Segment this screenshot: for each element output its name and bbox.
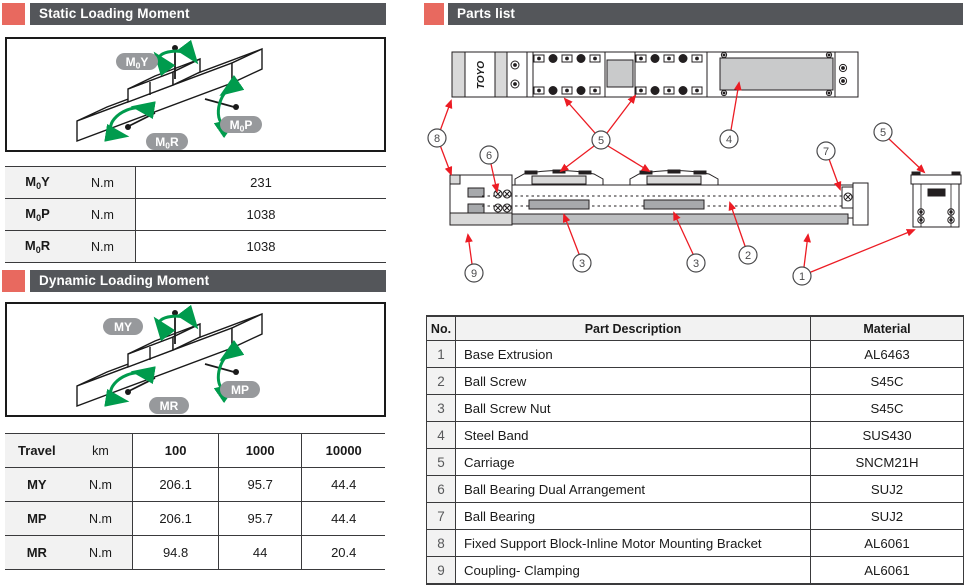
- row-label: $M_0P$: [25, 206, 50, 223]
- toyo-logo: TOYO: [476, 60, 487, 90]
- part-description: Ball Bearing: [455, 503, 810, 529]
- table-row: [427, 529, 963, 556]
- column-header-no: No.: [427, 317, 455, 340]
- column-header-description: Part Description: [455, 317, 810, 340]
- part-number: 9: [427, 557, 455, 583]
- callout-9: 9: [470, 268, 478, 280]
- row-label: MP: [27, 511, 47, 526]
- dynamic-section-title: Dynamic Loading Moment: [39, 273, 210, 288]
- part-number: 3: [427, 395, 455, 421]
- row-label: MY: [27, 477, 47, 492]
- part-description: Steel Band: [455, 422, 810, 448]
- cell-value: 44: [218, 536, 302, 569]
- dynamic-moment-diagram-svg: [7, 304, 384, 415]
- part-material: SUJ2: [810, 476, 963, 502]
- callout-2: 2: [744, 250, 752, 262]
- dynamic-label-my: MY: [114, 320, 132, 334]
- cell-value: 95.7: [218, 502, 302, 535]
- static-section-title: Static Loading Moment: [39, 6, 190, 21]
- callout-1: 1: [798, 271, 806, 283]
- accent-square: [424, 3, 444, 25]
- row-unit: N.m: [91, 207, 114, 222]
- table-row: [427, 475, 963, 502]
- row-label: MR: [26, 545, 47, 560]
- actuator-side-view: [450, 170, 868, 225]
- row-unit: N.m: [91, 175, 114, 190]
- table-row: [427, 421, 963, 448]
- parts-section-header: [448, 3, 963, 25]
- static-label-m0y: $M_0Y$: [125, 55, 149, 71]
- table-row: [427, 394, 963, 421]
- part-material: SUS430: [810, 422, 963, 448]
- header-unit: km: [92, 443, 109, 458]
- callout-4: 4: [725, 134, 733, 146]
- column-header-material: Material: [810, 317, 963, 340]
- part-number: 4: [427, 422, 455, 448]
- cell-value: 94.8: [132, 536, 218, 569]
- row-label: $M_0R$: [24, 238, 51, 255]
- row-value: 231: [135, 167, 386, 198]
- row-value: 1038: [135, 231, 386, 262]
- row-unit: N.m: [89, 511, 112, 526]
- part-description: Ball Screw: [455, 368, 810, 394]
- pitch-axis-dot: [233, 104, 239, 110]
- static-label-m0r: $M_0R$: [155, 135, 179, 150]
- actuator-top-view: [452, 52, 858, 97]
- cell-value: 206.1: [132, 502, 218, 535]
- part-material: S45C: [810, 395, 963, 421]
- parts-section-title: Parts list: [457, 6, 516, 21]
- dynamic-section-header: [30, 270, 386, 292]
- table-row: [5, 166, 386, 198]
- roll-axis-dot: [125, 124, 131, 130]
- callout-5: 5: [597, 135, 605, 147]
- part-description: Coupling- Clamping: [455, 557, 810, 583]
- cell-value: 20.4: [301, 536, 385, 569]
- table-row: [427, 448, 963, 475]
- dynamic-moment-diagram: [5, 302, 386, 417]
- roll-axis-dot: [125, 389, 131, 395]
- dynamic-label-mp: MP: [231, 383, 249, 397]
- row-unit: N.m: [89, 477, 112, 492]
- actuator-end-view: [911, 172, 961, 227]
- part-number: 5: [427, 449, 455, 475]
- table-row: [5, 535, 385, 569]
- part-number: 1: [427, 341, 455, 367]
- column-header: 1000: [218, 434, 302, 467]
- table-row: [5, 501, 385, 535]
- table-row: [427, 367, 963, 394]
- part-description: Fixed Support Block-Inline Motor Mounting Bracket: [455, 530, 810, 556]
- dynamic-label-mr: MR: [159, 399, 179, 413]
- part-material: SUJ2: [810, 503, 963, 529]
- static-moment-table: [5, 166, 386, 263]
- column-header: 10000: [301, 434, 385, 467]
- callout-3a: 3: [578, 258, 586, 270]
- accent-square: [2, 3, 25, 25]
- part-number: 7: [427, 503, 455, 529]
- part-description: Base Extrusion: [455, 341, 810, 367]
- cell-value: 44.4: [301, 502, 385, 535]
- static-section-header: [30, 3, 386, 25]
- table-row: [427, 502, 963, 529]
- pitch-axis-dot: [233, 369, 239, 375]
- parts-exploded-drawing: [424, 28, 974, 313]
- part-description: Ball Bearing Dual Arrangement: [455, 476, 810, 502]
- cell-value: 206.1: [132, 468, 218, 501]
- table-row: [5, 467, 385, 501]
- part-material: S45C: [810, 368, 963, 394]
- row-unit: N.m: [91, 239, 114, 254]
- table-row: [5, 230, 386, 262]
- table-row: [427, 340, 963, 367]
- part-material: AL6061: [810, 557, 963, 583]
- row-unit: N.m: [89, 545, 112, 560]
- part-number: 6: [427, 476, 455, 502]
- part-material: AL6463: [810, 341, 963, 367]
- parts-table-header: [427, 317, 963, 340]
- row-label: $M_0Y$: [25, 174, 50, 191]
- part-number: 2: [427, 368, 455, 394]
- column-header: 100: [132, 434, 218, 467]
- dynamic-moment-table: [5, 433, 385, 570]
- cell-value: 44.4: [301, 468, 385, 501]
- callout-8: 8: [433, 133, 441, 145]
- table-row: [5, 198, 386, 230]
- parts-table: [426, 315, 964, 585]
- part-description: Carriage: [455, 449, 810, 475]
- part-number: 8: [427, 530, 455, 556]
- static-label-m0p: $M_0P$: [229, 118, 253, 134]
- static-moment-diagram-svg: [7, 39, 384, 150]
- callout-3b: 3: [692, 258, 700, 270]
- table-header-row: [5, 433, 385, 467]
- callout-7: 7: [822, 146, 830, 158]
- static-moment-diagram: [5, 37, 386, 152]
- row-value: 1038: [135, 199, 386, 230]
- accent-square: [2, 270, 25, 292]
- table-row: [427, 556, 963, 583]
- header-label: Travel: [18, 443, 56, 458]
- part-description: Ball Screw Nut: [455, 395, 810, 421]
- cell-value: 95.7: [218, 468, 302, 501]
- callout-6: 6: [485, 150, 493, 162]
- part-material: SNCM21H: [810, 449, 963, 475]
- callout-5b: 5: [879, 127, 887, 139]
- part-material: AL6061: [810, 530, 963, 556]
